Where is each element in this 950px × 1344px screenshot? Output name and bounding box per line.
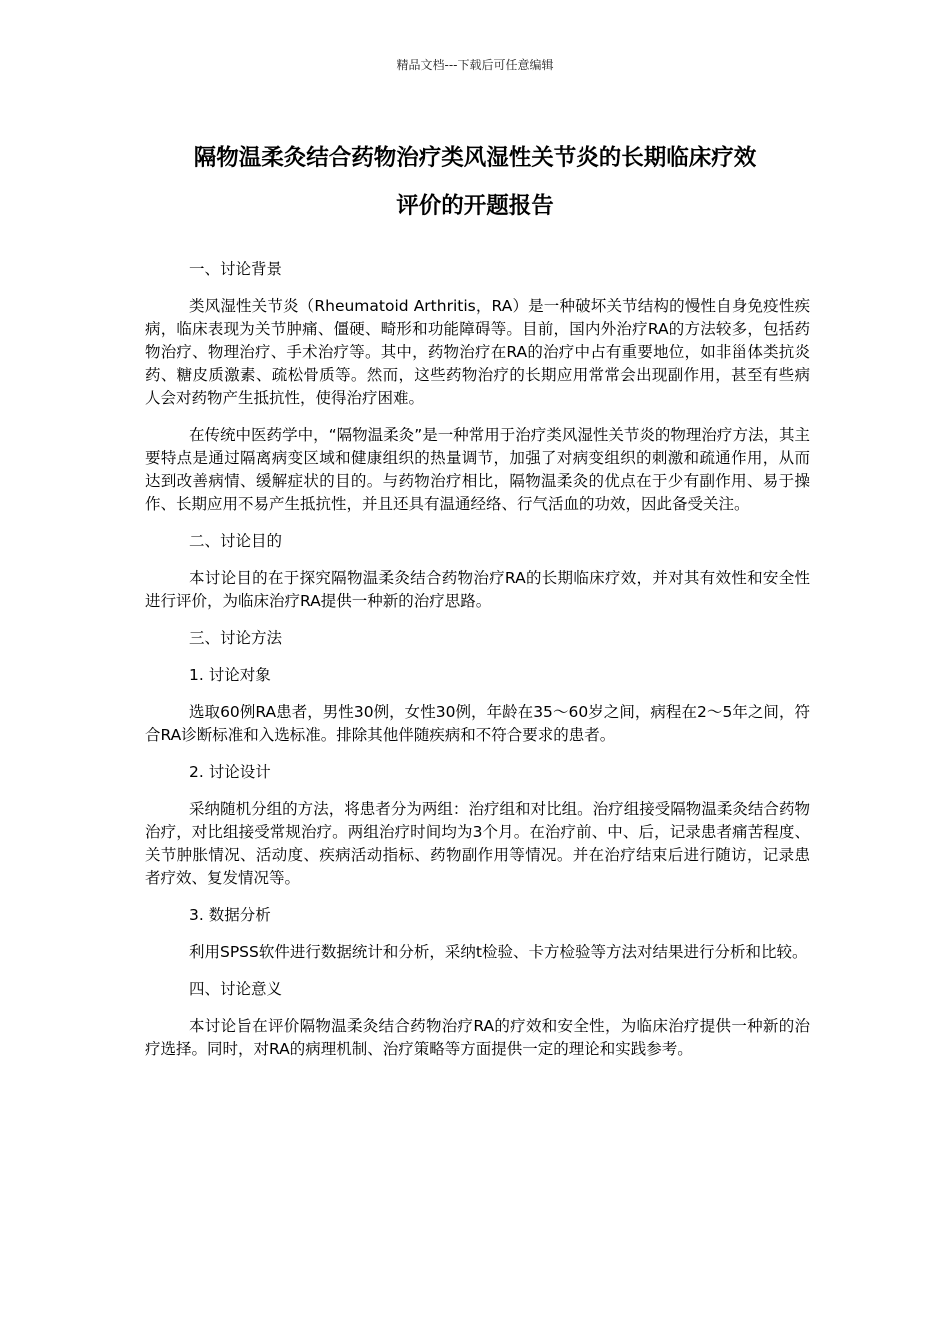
paragraph-background-1: 类风湿性关节炎（Rheumatoid Arthritis，RA）是一种破坏关节结构的慢性自身免疫性疾病，临床表现为关节肿痛、僵硬、畸形和功能障碍等。目前，国内外治疗RA的方法较多，包括药物治疗、物理治疗、手术治疗等。其中，药物治疗在RA的治疗中占有重要地位，如非甾体类抗炎药、糖皮质激素、疏松骨质等。然而，这些药物治疗的长期应用常常会出现副作用，甚至有些病人会对药物产生抵抗性，使得治疗困难。 (145, 297, 810, 407)
paragraph-background-2: 在传统中医药学中，“隔物温柔灸”是一种常用于治疗类风湿性关节炎的物理治疗方法，其主要特点是通过隔离病变区域和健康组织的热量调节，加强了对病变组织的刺激和疏通作用，从而达到改善病情、缓解症状的目的。与药物治疗相比，隔物温柔灸的优点在于少有副作用、易于操作、长期应用不易产生抵抗性，并且还具有温通经络、行气活血的功效，因此备受关注。 (145, 426, 810, 513)
document-title (140, 134, 810, 230)
paragraph-subjects: 选取60例RA患者，男性30例，女性30例，年龄在35～60岁之间，病程在2～5年之间，符合RA诊断标准和入选标准。排除其他伴随疾病和不符合要求的患者。 (145, 703, 810, 744)
section-heading-background: 一、讨论背景 (189, 260, 283, 278)
paragraph-analysis: 利用SPSS软件进行数据统计和分析，采纳t检验、卡方检验等方法对结果进行分析和比较。 (189, 943, 808, 961)
section-heading-purpose: 二、讨论目的 (189, 532, 283, 550)
page-header: 精品文档---下载后可任意编辑 (396, 58, 554, 72)
paragraph-purpose: 本讨论目的在于探究隔物温柔灸结合药物治疗RA的长期临床疗效，并对其有效性和安全性进行评价，为临床治疗RA提供一种新的治疗思路。 (145, 569, 810, 610)
section-heading-methods: 三、讨论方法 (189, 629, 283, 647)
paragraph-significance: 本讨论旨在评价隔物温柔灸结合药物治疗RA的疗效和安全性，为临床治疗提供一种新的治疗选择。同时，对RA的病理机制、治疗策略等方面提供一定的理论和实践参考。 (145, 1017, 810, 1058)
subheading-subjects: 1. 讨论对象 (189, 666, 271, 684)
title-line-1: 隔物温柔灸结合药物治疗类风湿性关节炎的长期临床疗效 (193, 145, 757, 171)
paragraph-design: 采纳随机分组的方法，将患者分为两组：治疗组和对比组。治疗组接受隔物温柔灸结合药物治疗，对比组接受常规治疗。两组治疗时间均为3个月。在治疗前、中、后，记录患者痛苦程度、关节肿胀情况、活动度、疾病活动指标、药物副作用等情况。并在治疗结束后进行随访，记录患者疗效、复发情况等。 (145, 800, 810, 887)
document-body (145, 258, 810, 1075)
subheading-design: 2. 讨论设计 (189, 763, 271, 781)
title-line-2: 评价的开题报告 (396, 193, 554, 219)
section-heading-significance: 四、讨论意义 (189, 980, 283, 998)
subheading-analysis: 3. 数据分析 (189, 906, 271, 924)
